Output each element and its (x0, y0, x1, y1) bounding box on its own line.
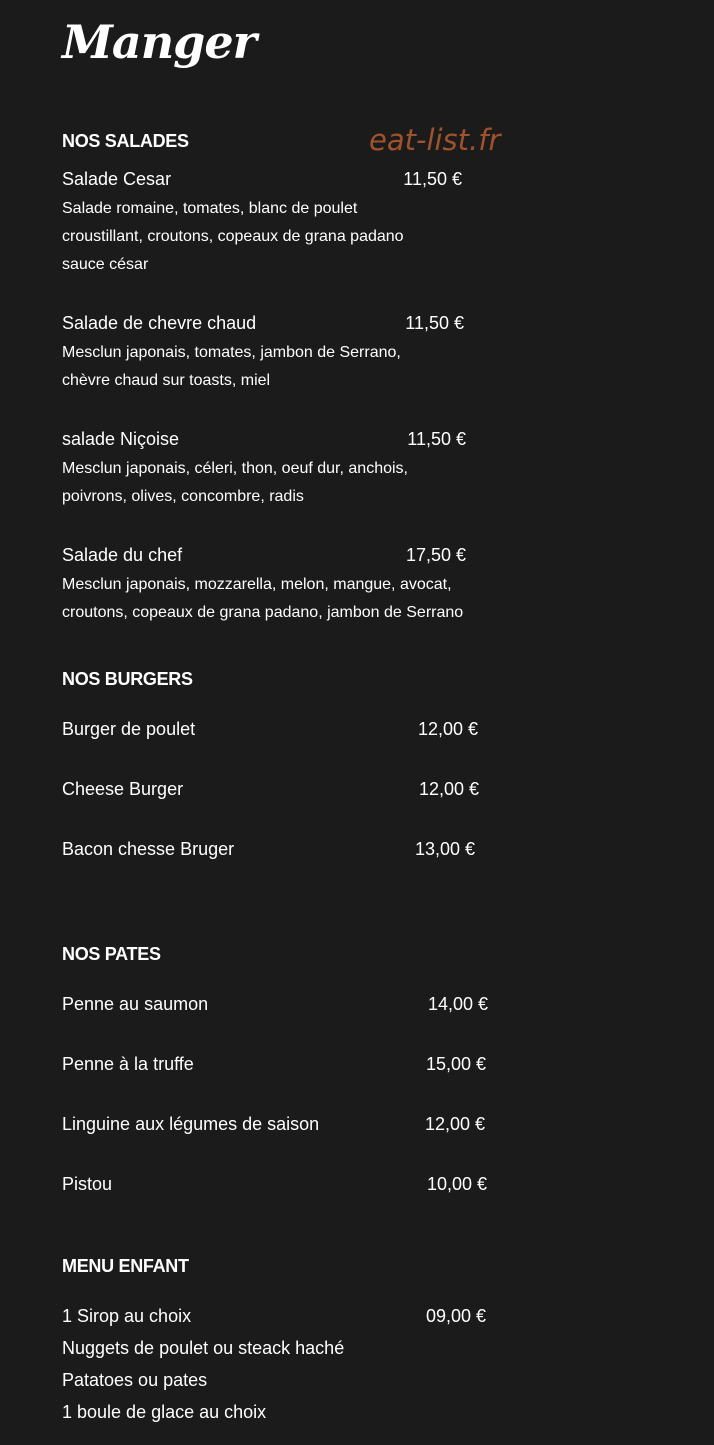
description-line: Mesclun japonais, céleri, thon, oeuf dur, anchois, (62, 460, 408, 477)
kids-menu-line: 1 Sirop au choix (62, 1306, 192, 1326)
menu-item-price: 12,00 € (417, 719, 478, 739)
menu-item-price: 12,00 € (418, 779, 479, 799)
menu-item-description (62, 195, 492, 279)
section-heading-burgers: NOS BURGERS (62, 669, 193, 689)
menu-item-name: Penne à la truffe (62, 1054, 194, 1074)
watermark: eat-list.fr (369, 123, 501, 157)
menu-item-name: Penne au saumon (62, 994, 209, 1014)
menu-item-name: Salade du chef (62, 545, 183, 565)
menu-item-price: 11,50 € (403, 169, 462, 189)
menu-item-name: Bacon chesse Bruger (62, 839, 235, 859)
menu-item-name: salade Niçoise (62, 429, 180, 449)
section-heading-pates: NOS PATES (62, 944, 161, 964)
menu-item-name: Cheese Burger (62, 779, 184, 799)
kids-menu-line: Patatoes ou pates (62, 1370, 208, 1390)
kids-menu-line: 1 boule de glace au choix (62, 1402, 267, 1422)
menu-item-name: Linguine aux légumes de saison (62, 1114, 320, 1134)
menu-item-price: 12,00 € (424, 1114, 485, 1134)
menu-item-price: 09,00 € (425, 1306, 486, 1326)
section-heading-enfant: MENU ENFANT (62, 1256, 189, 1276)
description-line: chèvre chaud sur toasts, miel (62, 372, 271, 389)
description-line: croustillant, croutons, copeaux de grana padano (62, 228, 404, 245)
description-line: poivrons, olives, concombre, radis (62, 488, 304, 505)
menu-item-description (62, 339, 492, 395)
description-line: croutons, copeaux de grana padano, jambon de Serrano (62, 604, 464, 621)
description-line: Mesclun japonais, tomates, jambon de Serrano, (62, 344, 401, 361)
menu-item-price: 17,50 € (405, 545, 466, 565)
description-line: Mesclun japonais, mozzarella, melon, mangue, avocat, (62, 576, 452, 593)
menu-item-price: 11,50 € (407, 429, 466, 449)
menu-item-price: 15,00 € (425, 1054, 486, 1074)
description-line: sauce césar (62, 256, 149, 273)
page-title: Manger (62, 15, 256, 69)
description-line: Salade romaine, tomates, blanc de poulet (62, 200, 358, 217)
menu-item-price: 14,00 € (427, 994, 488, 1014)
section-heading-salades: NOS SALADES (62, 131, 189, 151)
kids-menu-line: Nuggets de poulet ou steack haché (62, 1338, 345, 1358)
menu-item-name: Pistou (62, 1174, 113, 1194)
menu-item-price: 13,00 € (414, 839, 475, 859)
menu-item-description (62, 455, 492, 511)
menu-item-price: 10,00 € (426, 1174, 487, 1194)
menu-item-description (62, 571, 492, 627)
menu-item-name: Salade de chevre chaud (62, 313, 257, 333)
menu-item-price: 11,50 € (405, 313, 464, 333)
menu-item-name: Salade Cesar (62, 169, 172, 189)
menu-item-name: Burger de poulet (62, 719, 196, 739)
